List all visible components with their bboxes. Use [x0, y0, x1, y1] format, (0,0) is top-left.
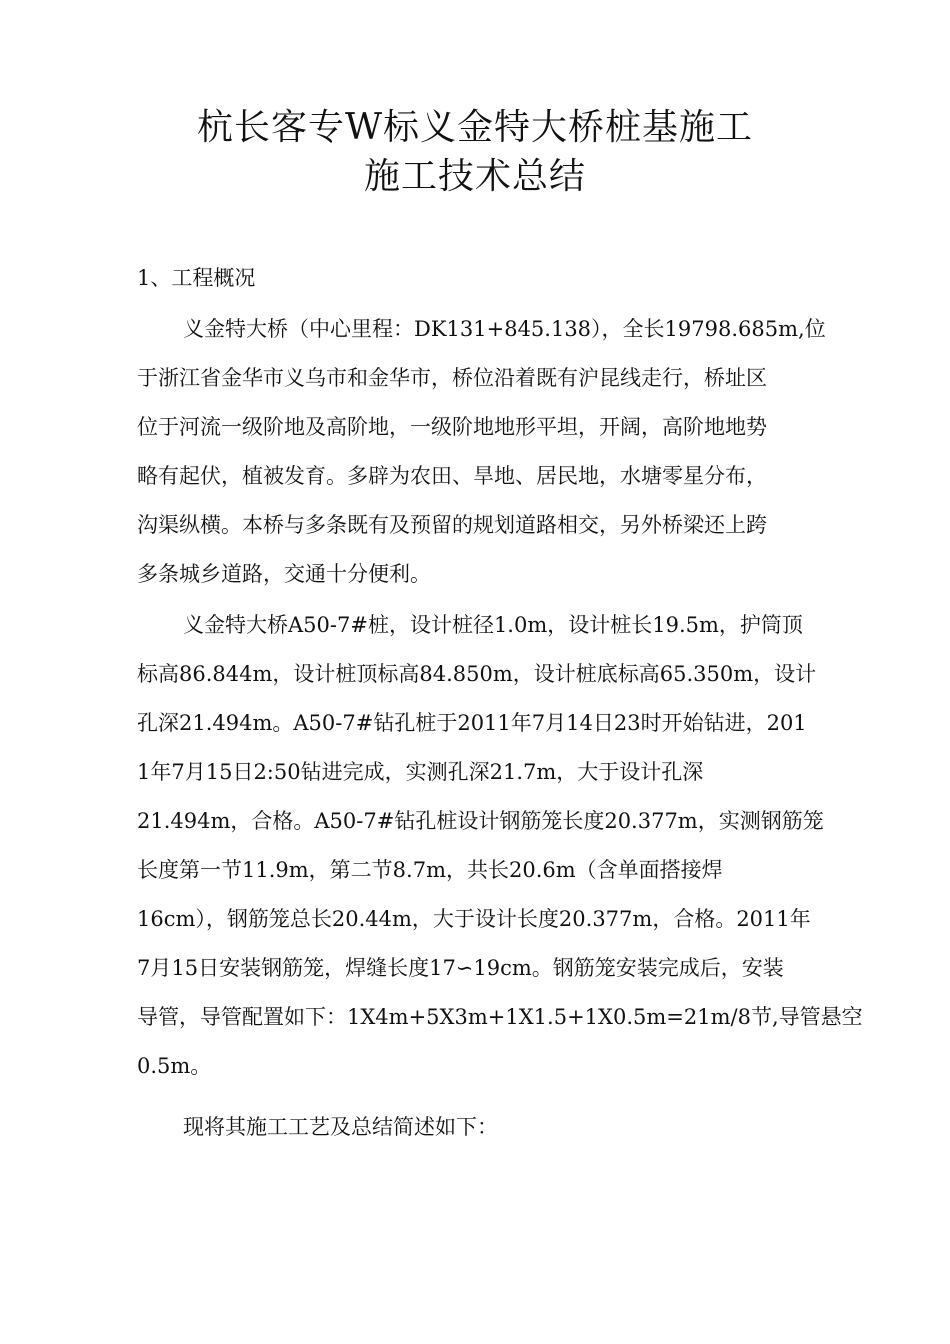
- text-line: 沟渠纵横。本桥与多条既有及预留的规划道路相交，另外桥梁还上跨: [137, 513, 767, 537]
- text-line: 7月15日安装钢筋笼，焊缝长度17∽19cm。钢筋笼安装完成后，安装: [137, 956, 784, 980]
- text-line: 略有起伏，植被发育。多辟为农田、旱地、居民地，水塘零星分布，: [137, 464, 767, 488]
- text-line: 21.494m，合格。A50-7#钻孔桩设计钢筋笼长度20.377m，实测钢筋笼: [137, 809, 824, 833]
- text-line: 义金特大桥（中心里程：DK131+845.138），全长19798.685m,位: [183, 317, 826, 341]
- section-heading: 1、工程概况: [137, 266, 256, 290]
- text-line: 导管，导管配置如下：1X4m+5X3m+1X1.5+1X0.5m=21m/8节,导管悬空: [137, 1005, 863, 1029]
- text-line: 多条城乡道路，交通十分便利。: [137, 562, 431, 586]
- paragraph-summary-intro: [137, 1103, 827, 1152]
- text-line: 孔深21.494m。A50-7#钻孔桩于2011年7月14日23时开始钻进，201: [137, 711, 807, 735]
- paragraph-project-overview: [137, 305, 827, 599]
- document-title: 杭长客专W标义金特大桥桩基施工: [196, 107, 753, 148]
- text-line: 16cm），钢筋笼总长20.44m，大于设计长度20.377m，合格。2011年: [137, 907, 811, 931]
- text-line: 标高86.844m，设计桩顶标高84.850m，设计桩底标高65.350m，设计: [137, 662, 817, 686]
- text-line: 1年7月15日2:50钻进完成，实测孔深21.7m，大于设计孔深: [137, 760, 704, 784]
- text-line: 于浙江省金华市义乌市和金华市，桥位沿着既有沪昆线走行，桥址区: [137, 366, 767, 390]
- text-line: 位于河流一级阶地及高阶地，一级阶地地形平坦，开阔，高阶地地势: [137, 415, 767, 439]
- text-line: 长度第一节11.9m，第二节8.7m，共长20.6m（含单面搭接焊: [137, 858, 723, 882]
- text-line: 现将其施工工艺及总结简述如下：: [183, 1115, 498, 1139]
- text-line: 0.5m。: [137, 1054, 212, 1078]
- document-subtitle: 施工技术总结: [363, 156, 586, 197]
- text-line: 义金特大桥A50-7#桩，设计桩径1.0m，设计桩长19.5m，护筒顶: [183, 613, 803, 637]
- paragraph-pile-details: [137, 601, 863, 1091]
